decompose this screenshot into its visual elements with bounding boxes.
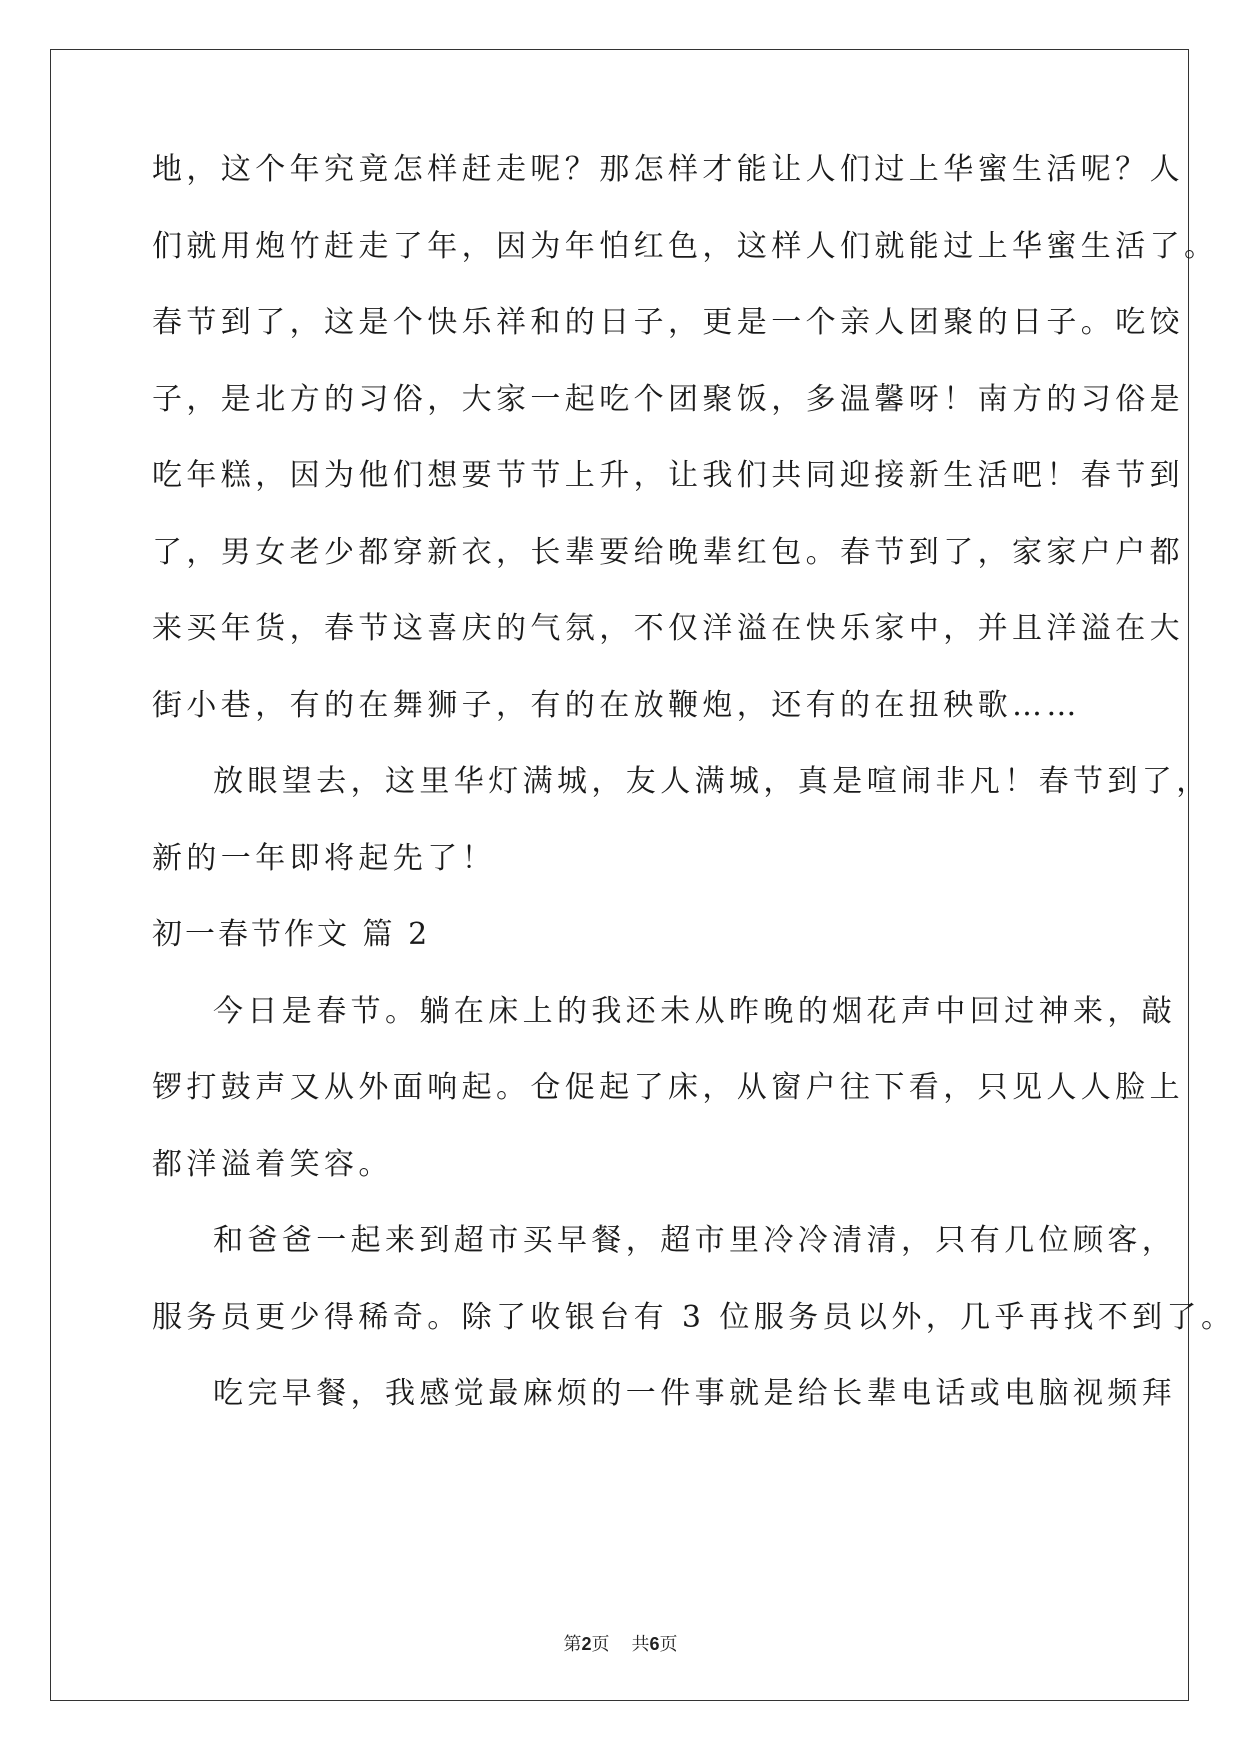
body-text-line: 街小巷，有的在舞狮子，有的在放鞭炮，还有的在扭秧歌…… <box>152 688 1081 723</box>
body-text-line: 们就用炮竹赶走了年，因为年怕红色，这样人们就能过上华蜜生活了。 <box>152 229 1219 264</box>
paragraph-first-line: 今日是春节。躺在床上的我还未从昨晚的烟花声中回过神来，敲 <box>213 994 1177 1029</box>
body-text-line: 吃年糕，因为他们想要节节上升，让我们共同迎接新生活吧！春节到 <box>152 458 1184 493</box>
paragraph-first-line: 和爸爸一起来到超市买早餐，超市里冷冷清清，只有几位顾客， <box>213 1223 1177 1258</box>
total-page-number: 6 <box>649 1634 660 1654</box>
body-text-line: 子，是北方的习俗，大家一起吃个团聚饭，多温馨呀！南方的习俗是 <box>152 382 1184 417</box>
body-text-line: 锣打鼓声又从外面响起。仓促起了床，从窗户往下看，只见人人脸上 <box>152 1070 1184 1105</box>
page-footer <box>0 1632 1241 1657</box>
body-text-line: 了，男女老少都穿新衣，长辈要给晚辈红包。春节到了，家家户户都 <box>152 535 1184 570</box>
page-label-prefix: 第 <box>563 1634 582 1655</box>
body-text-line: 地，这个年究竟怎样赶走呢？那怎样才能让人们过上华蜜生活呢？人 <box>152 152 1184 187</box>
body-text-line: 都洋溢着笑容。 <box>152 1147 393 1182</box>
body-text-line: 服务员更少得稀奇。除了收银台有 3 位服务员以外，几乎再找不到了。 <box>152 1300 1236 1335</box>
body-text-line: 来买年货，春节这喜庆的气氛，不仅洋溢在快乐家中，并且洋溢在大 <box>152 611 1184 646</box>
paragraph-first-line: 放眼望去，这里华灯满城，友人满城，真是喧闹非凡！春节到了， <box>213 764 1211 799</box>
total-label-prefix: 共 <box>631 1634 650 1655</box>
body-text-line: 新的一年即将起先了！ <box>152 841 496 876</box>
section-heading: 初一春节作文 篇 2 <box>152 917 431 952</box>
page-label-suffix: 页 <box>591 1634 610 1655</box>
body-text-line: 春节到了，这是个快乐祥和的日子，更是一个亲人团聚的日子。吃饺 <box>152 305 1184 340</box>
paragraph-first-line: 吃完早餐，我感觉最麻烦的一件事就是给长辈电话或电脑视频拜 <box>213 1376 1177 1411</box>
current-page-number: 2 <box>581 1634 592 1654</box>
total-label-suffix: 页 <box>659 1634 678 1655</box>
